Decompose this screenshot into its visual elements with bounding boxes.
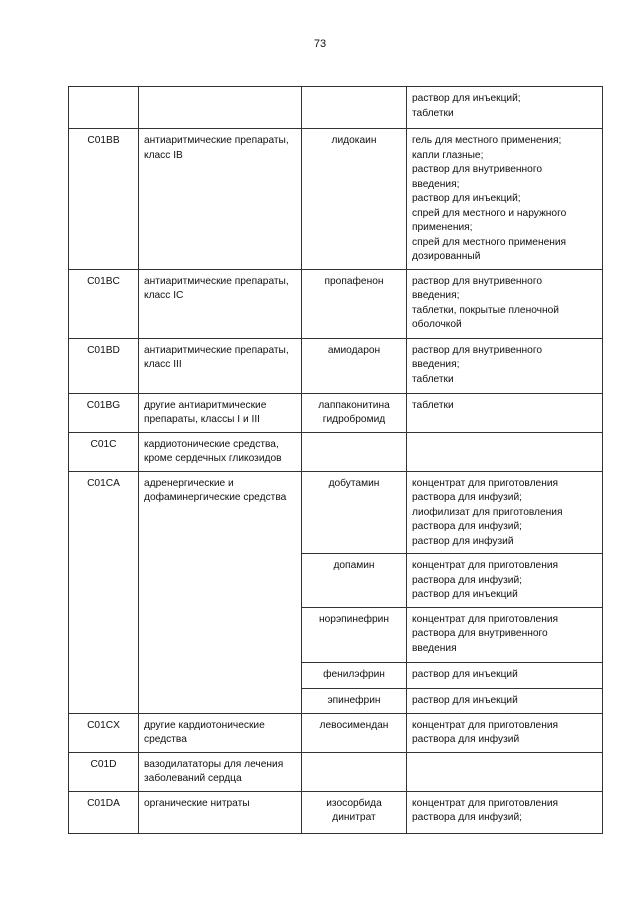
drug-name-line: изосорбида	[326, 797, 382, 809]
group-description-line: заболеваний сердца	[144, 773, 242, 784]
group-description-cell	[139, 393, 302, 432]
drug-name-cell	[302, 269, 407, 338]
atc-code-cell	[69, 393, 139, 432]
atc-code-cell	[69, 129, 139, 270]
table-row	[69, 269, 603, 338]
dosage-form-line: таблетки, покрытые пленочной	[412, 304, 559, 316]
dosage-forms-cell	[407, 752, 603, 791]
group-description-cell	[139, 752, 302, 791]
dosage-form-line: раствора для инфузий;	[412, 492, 523, 503]
drug-name-cell	[302, 432, 407, 471]
dosage-forms-cell	[407, 688, 603, 713]
dosage-form-line: спрей для местного и наружного	[412, 207, 567, 219]
drug-name-cell	[302, 688, 407, 713]
atc-code: C01D	[90, 758, 117, 770]
drug-name-cell	[302, 713, 407, 752]
dosage-forms-cell	[407, 393, 603, 432]
table-row	[69, 791, 603, 833]
dosage-form-line: введения;	[412, 178, 460, 190]
group-description-line: антиаритмические препараты,	[144, 135, 289, 146]
drug-name-cell	[302, 87, 407, 129]
group-description-line: антиаритмические препараты,	[144, 344, 289, 356]
group-description-line: адренергические и	[144, 477, 234, 489]
atc-code: C01BB	[87, 135, 120, 146]
drug-name-cell	[302, 554, 407, 608]
dosage-forms-cell	[407, 432, 603, 471]
drug-classification-table	[68, 86, 603, 834]
atc-code-cell	[69, 791, 139, 833]
drug-name-line: эпинефрин	[327, 694, 381, 706]
table-row	[69, 752, 603, 791]
group-description-line: кардиотонические средства,	[144, 438, 279, 450]
atc-code: C01BG	[86, 399, 121, 411]
group-description-line: препараты, классы I и III	[144, 414, 260, 425]
dosage-form-line: раствор для инъекций	[412, 694, 518, 706]
dosage-form-line: концентрат для приготовления	[412, 613, 559, 625]
table-row	[69, 393, 603, 432]
dosage-forms-cell	[407, 713, 603, 752]
atc-code-cell	[69, 752, 139, 791]
dosage-form-line: применения;	[412, 222, 473, 233]
atc-code-cell	[69, 432, 139, 471]
atc-code: C01DA	[87, 797, 120, 809]
dosage-form-line: раствора для инфузий;	[412, 574, 523, 586]
drug-name-cell	[302, 471, 407, 554]
table-row	[69, 713, 603, 752]
group-description-cell	[139, 129, 302, 270]
dosage-form-line: введения;	[412, 290, 460, 301]
dosage-form-line: раствор для инъекций	[412, 589, 518, 600]
drug-name-cell	[302, 662, 407, 688]
dosage-form-line: раствора для инфузий;	[412, 812, 523, 823]
group-description-cell	[139, 713, 302, 752]
drug-name-line: добутамин	[328, 477, 380, 489]
drug-name-line: амиодарон	[327, 344, 381, 356]
drug-name-cell	[302, 752, 407, 791]
atc-code: C01CX	[87, 719, 120, 731]
group-description-line: класс IC	[144, 290, 184, 301]
table-row	[69, 87, 603, 129]
dosage-form-line: таблетки	[412, 373, 454, 385]
dosage-form-line: дозированный	[412, 251, 481, 262]
group-description-cell	[139, 338, 302, 393]
group-description-line: дофаминергические средства	[144, 492, 287, 503]
group-description-line: класс III	[144, 359, 182, 370]
dosage-form-line: спрей для местного применения	[412, 236, 567, 248]
atc-code-cell	[69, 269, 139, 338]
table-body	[69, 87, 603, 834]
dosage-form-line: раствор для инъекций	[412, 668, 518, 680]
group-description-cell	[139, 87, 302, 129]
dosage-form-line: концентрат для приготовления	[412, 560, 559, 571]
page-number: 73	[313, 38, 327, 50]
group-description-line: другие кардиотонические	[144, 719, 265, 731]
table-row	[69, 129, 603, 270]
drug-name-cell	[302, 393, 407, 432]
dosage-form-line: концентрат для приготовления	[412, 797, 559, 809]
group-description-cell	[139, 432, 302, 471]
table-row	[69, 471, 603, 554]
dosage-form-line: раствора для инфузий	[412, 734, 520, 745]
dosage-forms-cell	[407, 87, 603, 129]
dosage-forms-cell	[407, 129, 603, 270]
atc-code-cell	[69, 471, 139, 713]
dosage-form-line: раствор для внутривенного	[412, 164, 542, 175]
atc-code: C01C	[90, 438, 117, 450]
dosage-form-line: гель для местного применения;	[412, 135, 562, 146]
dosage-forms-cell	[407, 269, 603, 338]
atc-code: C01BC	[87, 275, 120, 287]
group-description-line: вазодилататоры для лечения	[144, 758, 284, 770]
dosage-form-line: введения	[412, 642, 457, 654]
group-description-line: другие антиаритмические	[144, 399, 267, 411]
group-description-line: класс IB	[144, 149, 183, 161]
dosage-forms-cell	[407, 471, 603, 554]
group-description-line: антиаритмические препараты,	[144, 275, 289, 287]
drug-name-cell	[302, 791, 407, 833]
dosage-form-line: таблетки	[412, 399, 454, 411]
table-row	[69, 432, 603, 471]
dosage-form-line: раствор для внутривенного	[412, 275, 542, 287]
dosage-forms-cell	[407, 662, 603, 688]
drug-name-line: динитрат	[332, 812, 376, 823]
drug-name-line: гидробромид	[322, 414, 386, 425]
dosage-forms-cell	[407, 607, 603, 662]
drug-name-cell	[302, 129, 407, 270]
drug-name-line: фенилэфрин	[323, 668, 385, 680]
dosage-form-line: раствора для внутривенного	[412, 628, 548, 639]
dosage-form-line: лиофилизат для приготовления	[412, 506, 563, 518]
dosage-form-line: концентрат для приготовления	[412, 477, 559, 489]
dosage-form-line: введения;	[412, 359, 460, 370]
drug-name-cell	[302, 607, 407, 662]
dosage-form-line: концентрат для приготовления	[412, 719, 559, 731]
drug-name-line: лидокаин	[331, 135, 377, 146]
atc-code: C01CA	[87, 477, 120, 489]
drug-name-line: норэпинефрин	[318, 613, 390, 625]
dosage-forms-cell	[407, 338, 603, 393]
atc-code-cell	[69, 713, 139, 752]
drug-name-cell	[302, 338, 407, 393]
atc-code: C01BD	[87, 344, 120, 356]
drug-name-line: лаппаконитина	[318, 399, 390, 411]
dosage-form-line: раствор для инфузий	[412, 535, 514, 547]
drug-name-line: допамин	[333, 560, 375, 571]
dosage-form-line: таблетки	[412, 107, 454, 119]
dosage-form-line: капли глазные;	[412, 149, 484, 161]
dosage-forms-cell	[407, 791, 603, 833]
group-description-line: средства	[144, 734, 187, 745]
dosage-form-line: оболочкой	[412, 319, 462, 330]
drug-name-line: пропафенон	[324, 275, 384, 287]
table-row	[69, 338, 603, 393]
drug-name-line: левосимендан	[319, 719, 389, 731]
dosage-form-line: раствор для инъекций;	[412, 193, 521, 204]
dosage-forms-cell	[407, 554, 603, 608]
group-description-line: кроме сердечных гликозидов	[144, 453, 282, 464]
group-description-cell	[139, 269, 302, 338]
group-description-cell	[139, 791, 302, 833]
dosage-form-line: раствор для инъекций;	[412, 93, 521, 104]
group-description-line: органические нитраты	[144, 797, 250, 809]
dosage-form-line: раствора для инфузий;	[412, 521, 523, 532]
atc-code-cell	[69, 338, 139, 393]
atc-code-cell	[69, 87, 139, 129]
dosage-form-line: раствор для внутривенного	[412, 344, 542, 356]
group-description-cell	[139, 471, 302, 713]
